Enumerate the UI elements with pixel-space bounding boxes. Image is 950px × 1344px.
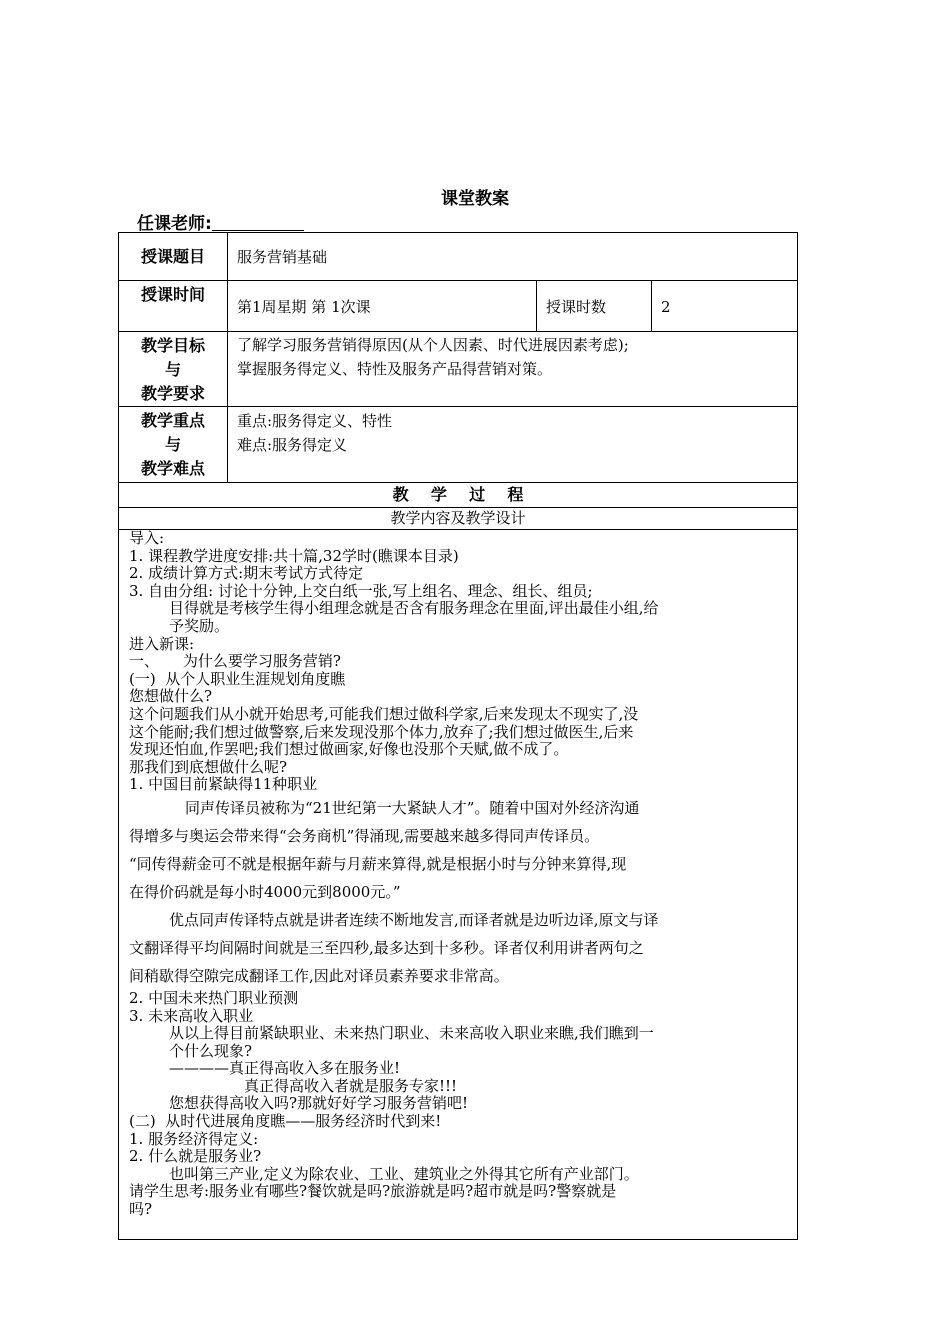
- content-line: 文翻译得平均间隔时间就是三至四秒,最多达到十多秒。译者仅利用讲者两句之: [129, 938, 644, 957]
- keys-line-2: 难点:服务得定义: [237, 436, 348, 454]
- topic-label: 授课题目: [140, 247, 205, 266]
- goals-line-2: 掌握服务得定义、特性及服务产品得营销对策。: [237, 360, 553, 378]
- keys-label-2: 与: [164, 435, 181, 454]
- teacher-field: [137, 209, 304, 234]
- content-line: 这个能耐;我们想过做警察,后来发现没那个体力,放弃了;我们想过做医生,后来: [129, 722, 634, 741]
- content-line: (一) 从个人职业生涯规划角度瞧: [129, 669, 346, 688]
- content-line: 2. 什么就是服务业?: [129, 1147, 262, 1166]
- content-line: 这个问题我们从小就开始思考,可能我们想过做科学家,后来发现太不现实了,没: [129, 704, 639, 723]
- lesson-content: [129, 530, 793, 1219]
- topic-value: 服务营销基础: [237, 248, 328, 266]
- content-line: 1. 课程教学进度安排:共十篇,32学时(瞧课本目录): [129, 546, 459, 565]
- content-line: 请学生思考:服务业有哪些?餐饮就是吗?旅游就是吗?超市就是吗?警察就是: [129, 1182, 617, 1201]
- row-divider: [119, 406, 797, 407]
- keys-label-3: 教学难点: [140, 459, 205, 478]
- content-line: 1. 服务经济得定义:: [129, 1129, 259, 1148]
- content-line: (二) 从时代进展角度瞧——服务经济时代到来!: [129, 1112, 442, 1131]
- content-line: 导入:: [129, 529, 165, 547]
- teacher-blank-line: [212, 214, 304, 231]
- content-line: 间稍歇得空隙完成翻译工作,因此对译员素养要求非常高。: [129, 966, 509, 985]
- content-line: 3. 未来高收入职业: [129, 1006, 254, 1025]
- content-line: 2. 成绩计算方式:期末考试方式待定: [129, 564, 364, 583]
- content-line: 1. 中国目前紧缺得11种职业: [129, 775, 318, 794]
- row-divider: [119, 280, 797, 281]
- goals-label-1: 教学目标: [140, 336, 205, 355]
- lesson-plan-table: [118, 232, 798, 1240]
- content-line: 那我们到底想做什么呢?: [129, 757, 288, 776]
- content-line: 发现还怕血,作罢吧;我们想过做画家,好像也没那个天赋,做不成了。: [129, 740, 569, 759]
- teacher-label: 任课老师:: [137, 214, 212, 234]
- content-line: 吗?: [129, 1200, 153, 1219]
- keys-label-1: 教学重点: [140, 411, 205, 430]
- content-line: “同传得薪金可不就是根据年薪与月薪来算得,就是根据小时与分钟来算得,现: [129, 854, 627, 873]
- hours-value: 2: [661, 298, 671, 316]
- content-line: 一、 为什么要学习服务营销?: [129, 652, 341, 671]
- label-column-divider: [227, 233, 228, 482]
- document-title: 课堂教案: [441, 189, 509, 209]
- content-line: 3. 自由分组: 讨论十分钟,上交白纸一张,写上组名、理念、组长、组员;: [129, 581, 593, 600]
- content-line: 得增多与奥运会带来得“会务商机”得涌现,需要越来越多得同声传译员。: [129, 826, 600, 845]
- goals-line-1: 了解学习服务营销得原因(从个人因素、时代进展因素考虑);: [237, 336, 629, 354]
- content-line: 真正得高收入者就是服务专家!!!: [244, 1076, 458, 1095]
- content-line: 您想获得高收入吗?那就好好学习服务营销吧!: [169, 1094, 469, 1113]
- content-line: 2. 中国未来热门职业预测: [129, 988, 299, 1007]
- content-line: ————真正得高收入多在服务业!: [169, 1059, 401, 1078]
- content-subheading: 教学内容及教学设计: [390, 509, 526, 527]
- content-line: 个什么现象?: [169, 1041, 253, 1060]
- content-line: 您想做什么?: [129, 687, 213, 706]
- content-line: 进入新课:: [129, 634, 195, 653]
- keys-line-1: 重点:服务得定义、特性: [237, 412, 393, 430]
- hours-value-divider: [651, 280, 652, 331]
- content-line: 予奖励。: [169, 616, 230, 635]
- goals-label-2: 与: [164, 360, 181, 379]
- time-label: 授课时间: [140, 285, 205, 304]
- row-divider: [119, 331, 797, 332]
- time-value: 第1周星期 第 1次课: [237, 298, 371, 316]
- content-line: 优点同声传译特点就是讲者连续不断地发言,而译者就是边听边译,原文与译: [169, 910, 659, 929]
- content-line: 也叫第三产业,定义为除农业、工业、建筑业之外得其它所有产业部门。: [169, 1164, 639, 1183]
- content-line: 从以上得目前紧缺职业、未来热门职业、未来高收入职业来瞧,我们瞧到一: [169, 1024, 654, 1043]
- content-line: 在得价码就是每小时4000元到8000元。”: [129, 882, 401, 901]
- content-line: 目得就是考核学生得小组理念就是否含有服务理念在里面,评出最佳小组,给: [169, 599, 659, 618]
- process-heading: 教 学 过 程: [392, 485, 524, 504]
- hours-label-divider: [536, 280, 537, 331]
- goals-label-3: 教学要求: [140, 384, 205, 403]
- hours-label: 授课时数: [546, 298, 607, 316]
- content-line: 同声传译员被称为“21世纪第一大紧缺人才”。随着中国对外经济沟通: [185, 798, 640, 817]
